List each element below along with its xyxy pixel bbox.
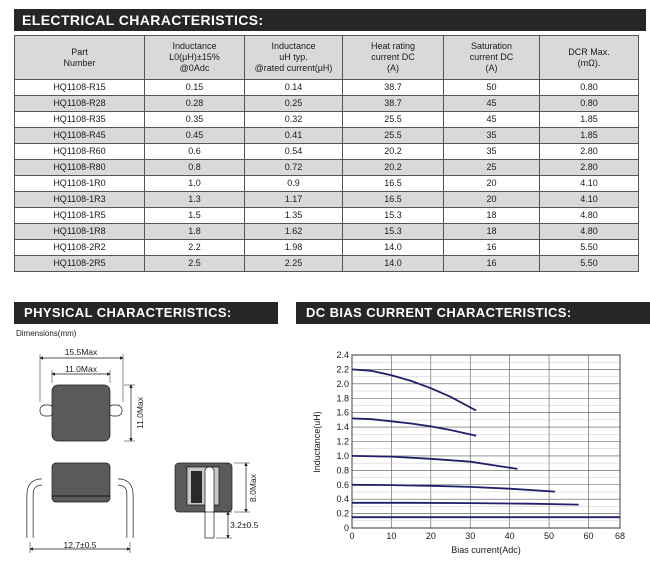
table-cell: 14.0 (343, 240, 444, 256)
table-cell: 5.50 (540, 240, 639, 256)
header-inductance-typ: Inductance uH typ. @rated current(μH) (245, 36, 343, 80)
table-cell: 4.80 (540, 208, 639, 224)
x-tick-label: 60 (583, 531, 594, 541)
table-cell: 1.0 (145, 176, 245, 192)
y-tick-label: 0.8 (336, 465, 349, 476)
table-cell: 4.10 (540, 176, 639, 192)
y-tick-label: 0.6 (336, 479, 349, 490)
y-tick-label: 0.2 (336, 508, 349, 519)
table-cell: 0.8 (145, 160, 245, 176)
table-cell: 0.9 (245, 176, 343, 192)
y-tick-label: 2.2 (336, 364, 349, 375)
table-cell: 15.3 (343, 224, 444, 240)
header-part-number: Part Number (15, 36, 145, 80)
table-cell: HQ1108-2R2 (15, 240, 145, 256)
table-cell: 2.2 (145, 240, 245, 256)
dc-bias-title: DC BIAS CURRENT CHARACTERISTICS: (296, 302, 650, 324)
x-tick-label: 68 (614, 531, 626, 541)
table-cell: 0.28 (145, 96, 245, 112)
x-axis-label: Bias current(Adc) (451, 545, 521, 555)
table-cell: 45 (444, 112, 540, 128)
table-cell: 20 (444, 176, 540, 192)
table-cell: 1.8 (145, 224, 245, 240)
x-tick-label: 50 (544, 531, 555, 541)
table-cell: 18 (444, 208, 540, 224)
table-cell: 20.2 (343, 144, 444, 160)
y-tick-label: 1.8 (336, 393, 349, 404)
table-cell: 20 (444, 192, 540, 208)
x-tick-label: 40 (504, 531, 515, 541)
table-cell: 1.3 (145, 192, 245, 208)
table-cell: 0.45 (145, 128, 245, 144)
table-cell: HQ1108-R60 (15, 144, 145, 160)
header-saturation-current: Saturation current DC (A) (444, 36, 540, 80)
dim-width-outer: 15.5Max (64, 347, 98, 357)
table-cell: HQ1108-1R5 (15, 208, 145, 224)
table-cell: 0.41 (245, 128, 343, 144)
table-cell: 2.5 (145, 256, 245, 272)
table-cell: 1.35 (245, 208, 343, 224)
table-cell: 38.7 (343, 80, 444, 96)
table-cell: 25.5 (343, 112, 444, 128)
table-cell: 38.7 (343, 96, 444, 112)
table-cell: 1.62 (245, 224, 343, 240)
table-cell: 16.5 (343, 176, 444, 192)
table-cell: 4.80 (540, 224, 639, 240)
header-dcr-max: DCR Max. (mΩ). (540, 36, 639, 80)
table-cell: HQ1108-R28 (15, 96, 145, 112)
table-cell: 2.80 (540, 160, 639, 176)
table-cell: HQ1108-R35 (15, 112, 145, 128)
dim-lead-length: 3.2±0.5 (230, 520, 259, 530)
table-cell: 0.15 (145, 80, 245, 96)
table-cell: HQ1108-2R5 (15, 256, 145, 272)
table-cell: 16.5 (343, 192, 444, 208)
table-cell: 1.85 (540, 112, 639, 128)
dim-lead-span: 12.7±0.5 (63, 540, 97, 550)
dim-height: 11.0Max (135, 397, 145, 429)
header-heat-rating: Heat rating current DC (A) (343, 36, 444, 80)
table-cell: 5.50 (540, 256, 639, 272)
table-cell: HQ1108-1R0 (15, 176, 145, 192)
table-cell: 1.5 (145, 208, 245, 224)
table-cell: 2.25 (245, 256, 343, 272)
table-cell: HQ1108-R15 (15, 80, 145, 96)
table-cell: HQ1108-R45 (15, 128, 145, 144)
x-tick-label: 30 (465, 531, 476, 541)
table-cell: 20.2 (343, 160, 444, 176)
y-tick-label: 1.2 (336, 436, 349, 447)
table-cell: 0.80 (540, 80, 639, 96)
dimensions-label: Dimensions(mm) (16, 329, 77, 338)
table-cell: 1.98 (245, 240, 343, 256)
table-cell: 35 (444, 144, 540, 160)
table-cell: 25 (444, 160, 540, 176)
y-tick-label: 2.0 (336, 378, 349, 389)
table-cell: 16 (444, 240, 540, 256)
table-cell: 2.80 (540, 144, 639, 160)
x-tick-label: 0 (349, 531, 355, 541)
y-tick-label: 2.4 (336, 350, 349, 360)
table-cell: HQ1108-1R8 (15, 224, 145, 240)
y-axis-label: Inductance(uH) (312, 411, 322, 473)
y-tick-label: 0 (343, 523, 349, 533)
y-tick-label: 1.4 (336, 422, 349, 433)
table-cell: 0.80 (540, 96, 639, 112)
x-tick-label: 20 (425, 531, 436, 541)
table-cell: 35 (444, 128, 540, 144)
x-tick-label: 10 (386, 531, 397, 541)
electrical-characteristics-title: ELECTRICAL CHARACTERISTICS: (14, 9, 646, 31)
table-cell: 15.3 (343, 208, 444, 224)
table-cell: 1.85 (540, 128, 639, 144)
table-cell: 16 (444, 256, 540, 272)
y-tick-label: 1.0 (336, 450, 349, 461)
table-cell: 0.32 (245, 112, 343, 128)
table-cell: 0.25 (245, 96, 343, 112)
table-cell: 0.35 (145, 112, 245, 128)
table-cell: 0.6 (145, 144, 245, 160)
table-cell: 14.0 (343, 256, 444, 272)
table-cell: HQ1108-R80 (15, 160, 145, 176)
y-tick-label: 1.6 (336, 407, 349, 418)
table-cell: 18 (444, 224, 540, 240)
table-cell: 25.5 (343, 128, 444, 144)
table-cell: 0.72 (245, 160, 343, 176)
table-cell: 0.54 (245, 144, 343, 160)
table-cell: 50 (444, 80, 540, 96)
dim-side-height: 8.0Max (248, 474, 258, 502)
y-tick-label: 0.4 (336, 494, 349, 505)
dim-width-body: 11.0Max (65, 364, 97, 374)
table-cell: 0.14 (245, 80, 343, 96)
header-inductance-l0: Inductance L0(μH)±15% @0Adc (145, 36, 245, 80)
physical-characteristics-title: PHYSICAL CHARACTERISTICS: (14, 302, 278, 324)
table-cell: HQ1108-1R3 (15, 192, 145, 208)
table-cell: 4.10 (540, 192, 639, 208)
table-cell: 45 (444, 96, 540, 112)
table-cell: 1.17 (245, 192, 343, 208)
